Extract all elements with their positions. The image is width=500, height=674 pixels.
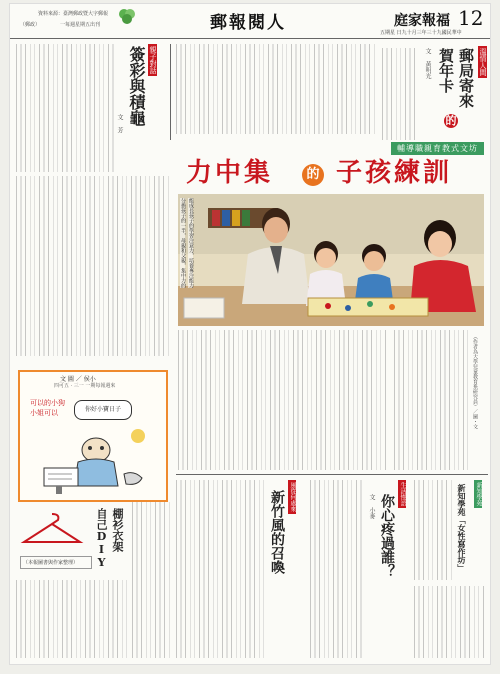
right-top-body-text: [382, 48, 418, 140]
feature-photo-caption-2: 能成長孩子的學習注意力，培養專注能力: [188, 198, 194, 288]
comic-series-title: 文 圖 ／ 侯小: [60, 376, 96, 383]
right-top-headline-3: 賀年卡: [437, 48, 455, 93]
right-top-article: [382, 44, 488, 144]
feature-photo-caption: 分擔孩子的一半，母親和父親，集中力的: [180, 198, 186, 288]
masthead-tag-line: （郵政）: [20, 22, 41, 28]
right-lower-headline: 你心疼過誰？: [379, 494, 395, 578]
comic-speech-text: 你好小寶日子: [84, 406, 121, 413]
comic-title-line-1: 可以的小狗: [30, 399, 65, 407]
middle-lower-article: [176, 480, 306, 660]
hanger-icon: [20, 508, 84, 552]
newspaper-page: [10, 4, 490, 664]
comic-series-subtitle: 四可五 · 三一 一期每報週來: [54, 383, 116, 389]
lower-divider: [176, 474, 488, 475]
masthead-left-box: [20, 8, 140, 34]
paper-name: 郵報閱人: [210, 13, 286, 33]
side-note-box: [414, 480, 486, 660]
diy-article: [16, 502, 170, 662]
middle-lower-body-text: [176, 480, 264, 658]
comic-illustration: [26, 424, 156, 494]
author-note: （作者為大學兒童教育系研究員）／圖・文: [472, 334, 478, 429]
right-lower-article: [310, 480, 410, 660]
right-top-section-tag: 溫情人間: [479, 48, 487, 76]
feature-title-right: 子孩練訓: [336, 158, 453, 188]
right-top-headline-2: 的: [445, 114, 457, 127]
right-lower-section-tag: 生活慢語: [399, 482, 406, 506]
masthead-frequency-line: 一每週星期五出刊: [60, 22, 101, 28]
masthead-rule: [10, 38, 490, 39]
side-note-headline: 新知學苑「女性寫作坊」: [457, 484, 467, 572]
right-top-author: 文 黃明光: [424, 48, 431, 79]
left-divider: [170, 44, 171, 140]
middle-lower-section-tag: 風從何處來: [289, 482, 296, 512]
feature-body-text: [178, 330, 388, 470]
left-section-tag: 親子對話: [149, 46, 157, 74]
feature-title-connector: 的: [302, 164, 324, 186]
comic-title-line-2: 小姐可以: [30, 409, 58, 417]
date-line: 五期星 日九十月三年三十九國民華中: [380, 30, 462, 36]
diy-headline-2: 自己DIY: [95, 508, 108, 569]
diy-body-text: [132, 502, 170, 658]
masthead-source-line: 資料來源：臺灣郵政暨大字郵報: [38, 11, 109, 17]
left-article: [16, 44, 166, 174]
side-note-body-text: [414, 480, 452, 580]
feature-photo: [178, 194, 484, 326]
side-note-section-tag: 新知學苑: [475, 482, 482, 506]
diy-body-text-2: [16, 580, 128, 658]
page-number: 12: [458, 6, 484, 30]
diy-headline-1: 棚衫衣架: [111, 508, 124, 552]
diy-note: （本報圖書與作家整理）: [20, 556, 92, 569]
left-body-text: [16, 44, 114, 172]
feature-section-tag: 輔導職親育教式文坊: [391, 142, 484, 155]
section-title: 庭家報福: [394, 13, 450, 29]
center-body-text: [176, 44, 376, 134]
comic-speech-bubble: [74, 400, 132, 420]
middle-lower-headline: 新竹風的召喚: [269, 490, 285, 574]
clover-icon: [116, 6, 138, 28]
left-headline: 簽彩與積龜: [127, 46, 146, 126]
right-middle-body-text: [394, 330, 468, 470]
left-author: 文 芳: [116, 114, 123, 133]
left-middle-body-text: [16, 176, 170, 356]
right-lower-body-text: [310, 480, 364, 658]
masthead: [10, 4, 490, 40]
right-top-headline-1: 郵局寄來: [457, 48, 475, 108]
feature-title-left: 力中集: [186, 158, 274, 188]
feature-banner: [176, 142, 488, 190]
right-lower-author: 文 小麥: [368, 494, 375, 519]
comic-box: [18, 370, 168, 502]
side-note-body-text-2: [414, 586, 486, 658]
